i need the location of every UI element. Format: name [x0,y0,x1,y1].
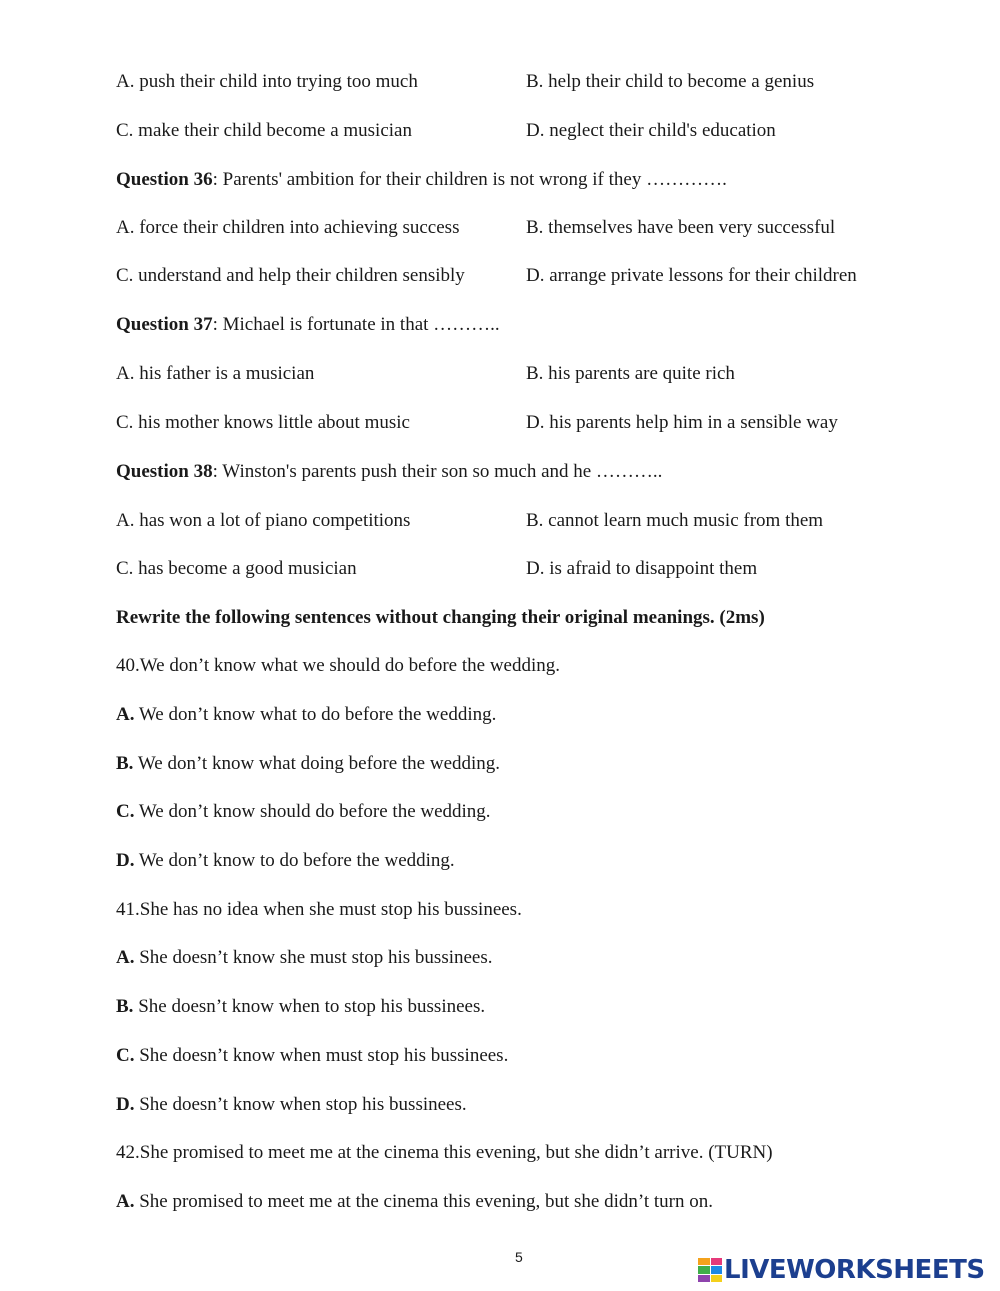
q38-option-d: D. is afraid to disappoint them [526,558,758,579]
q41-option-c [116,1044,508,1068]
option-text: We don’t know what to do before the wedding. [134,704,497,725]
q35-option-c: C. make their child become a musician [116,120,412,141]
q40-option-d [116,849,455,873]
option-text: We don’t know what doing before the wedding. [133,753,501,774]
q36-label: Question 36 [116,169,213,190]
q37-option-b: B. his parents are quite rich [526,363,735,384]
q37-option-a: A. his father is a musician [116,363,315,384]
q41-option-b [116,995,485,1019]
logo-grid-cell [711,1258,723,1265]
q38-stem [116,460,662,484]
option-text: We don’t know should do before the wedding. [134,801,491,822]
option-letter: A. [116,1191,135,1212]
logo-grid-cell [698,1258,710,1265]
logo-grid-cell [698,1266,710,1273]
logo-grid-icon [698,1258,722,1282]
q37-label: Question 37 [116,314,213,335]
q38-option-c: C. has become a good musician [116,558,357,579]
q35-option-b: B. help their child to become a genius [526,71,815,92]
option-text: We don’t know to do before the wedding. [134,850,455,871]
option-letter: B. [116,753,134,774]
q35-option-a: A. push their child into trying too much [116,71,418,92]
q36-stem [116,168,727,192]
q36-option-c: C. understand and help their children sensibly [116,265,465,286]
q38-option-b: B. cannot learn much music from them [526,510,824,531]
option-text: She promised to meet me at the cinema this evening, but she didn’t turn on. [134,1191,713,1212]
option-text: She doesn’t know when to stop his bussinees. [133,996,486,1017]
logo-grid-cell [711,1266,723,1273]
q37-stem [116,313,500,337]
logo-grid-cell [711,1275,723,1282]
option-letter: A. [116,704,135,725]
q37-stem-text: : Michael is fortunate in that ……….. [212,314,500,335]
page-number: 5 [515,1249,523,1265]
q35-option-d: D. neglect their child's education [526,120,776,141]
q36-option-b: B. themselves have been very successful [526,217,836,238]
option-text: She doesn’t know when stop his bussinees. [134,1094,467,1115]
q37-option-d: D. his parents help him in a sensible way [526,412,838,433]
q38-stem-text: : Winston's parents push their son so much and he ……….. [212,461,663,482]
q36-stem-text: : Parents' ambition for their children is not wrong if they …………. [212,169,727,190]
q38-option-a: A. has won a lot of piano competitions [116,510,411,531]
q42-stem: 42.She promised to meet me at the cinema this evening, but she didn’t arrive. (TURN) [116,1142,773,1163]
q40-option-c [116,800,491,824]
logo-grid-cell [698,1275,710,1282]
logo-text: LIVEWORKSHEETS [724,1255,985,1285]
option-letter: D. [116,1094,135,1115]
q41-option-a [116,946,493,970]
q36-option-a: A. force their children into achieving success [116,217,460,238]
option-letter: A. [116,947,135,968]
liveworksheets-logo[interactable] [698,1256,985,1284]
q40-option-b [116,752,500,776]
q36-option-d: D. arrange private lessons for their children [526,265,857,286]
q38-label: Question 38 [116,461,213,482]
option-letter: D. [116,850,135,871]
option-text: She doesn’t know when must stop his bussinees. [134,1045,509,1066]
option-letter: B. [116,996,134,1017]
q41-stem: 41.She has no idea when she must stop his bussinees. [116,899,522,920]
option-letter: C. [116,1045,135,1066]
rewrite-heading: Rewrite the following sentences without changing their original meanings. (2ms) [116,607,765,628]
q42-option-a [116,1190,713,1214]
option-letter: C. [116,801,135,822]
q40-option-a [116,703,496,727]
q41-option-d [116,1093,467,1117]
q37-option-c: C. his mother knows little about music [116,412,410,433]
q40-stem: 40.We don’t know what we should do before the wedding. [116,655,561,676]
option-text: She doesn’t know she must stop his bussinees. [134,947,493,968]
